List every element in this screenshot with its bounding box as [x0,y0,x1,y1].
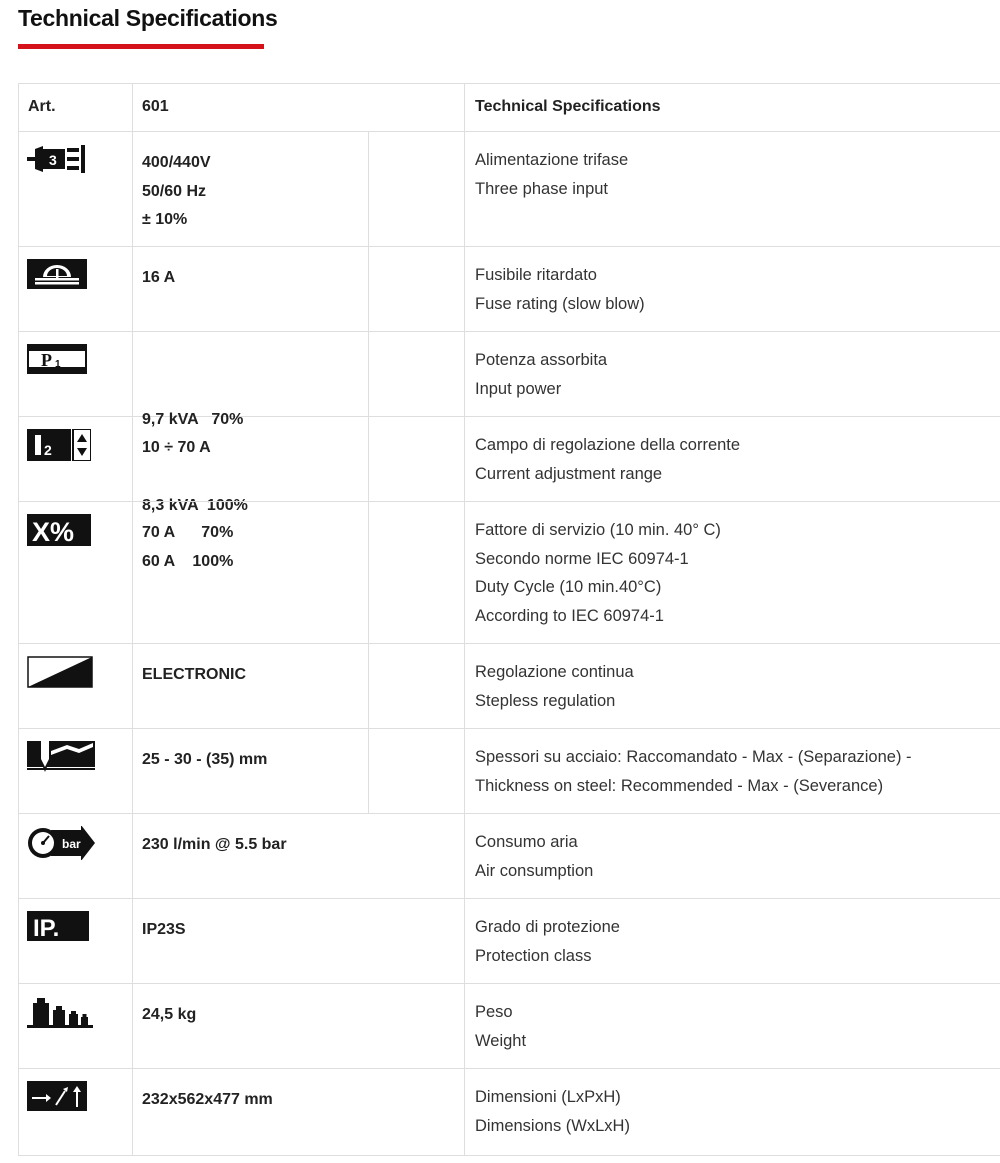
table-row [18,132,1000,247]
spec-description: Consumo aria Air consumption [475,833,594,880]
three-phase-plug-icon [27,144,93,176]
spec-value: ELECTRONIC [142,666,246,683]
cutting-thickness-icon [27,741,93,773]
table-row [18,984,1000,1069]
spec-description: Alimentazione trifase Three phase input [475,151,629,198]
page-title: Technical Specifications [18,5,278,31]
table-row [18,1069,1000,1156]
spec-description: Dimensioni (LxPxH) Dimensions (WxLxH) [475,1088,630,1135]
spec-value: 16 A [142,269,176,286]
spec-description: Spessori su acciaio: Raccomandato - Max - (Separazione) - Thickness on steel: Recommended - Max - (Severance) [475,748,912,795]
spec-value: IP23S [142,921,186,938]
table-row [18,644,1000,729]
table-row [18,729,1000,814]
spec-description: Campo di regolazione della corrente Current adjustment range [475,436,741,483]
spec-value: 230 l/min @ 5.5 bar [142,836,287,853]
header-model: 601 [142,98,169,115]
protection-class-icon [27,911,93,943]
weight-icon [27,996,93,1028]
spec-value: 25 - 30 - (35) mm [142,751,268,768]
spec-table [18,83,1000,1156]
table-header-row [18,84,1000,132]
header-spec: Technical Specifications [475,98,661,115]
spec-description: Regolazione continua Stepless regulation [475,663,634,710]
table-row [18,247,1000,332]
title-underline [18,44,264,49]
air-consumption-icon [27,826,93,858]
spec-value: 70 A 70% 60 A 100% [142,524,234,570]
current-range-icon [27,429,93,461]
spec-description: Peso Weight [475,1003,527,1050]
svg-text:bar: bar [62,837,81,851]
table-row [18,417,1000,502]
duty-cycle-icon [27,514,93,546]
input-power-icon [27,344,93,376]
table-row [18,814,1000,899]
spec-value: 24,5 kg [142,1006,197,1023]
svg-text:IP.: IP. [33,915,60,941]
svg-text:P: P [41,350,52,370]
svg-text:X%: X% [32,517,75,546]
svg-text:2: 2 [44,442,52,458]
svg-text:3: 3 [49,152,57,168]
spec-value: 400/440V 50/60 Hz ± 10% [142,154,211,228]
spec-description: Potenza assorbita Input power [475,351,608,398]
stepless-regulation-icon [27,656,93,688]
dimensions-icon [27,1081,93,1113]
spec-value: 232x562x477 mm [142,1091,273,1108]
header-art: Art. [28,98,56,115]
table-row [18,502,1000,644]
fuse-icon [27,259,93,291]
spec-value: 9,7 kVA 70% 8,3 kVA 100% [142,411,248,514]
spec-description: Grado di protezione Protection class [475,918,620,965]
spec-description: Fattore di servizio (10 min. 40° C) Secondo norme IEC 60974-1 Duty Cycle (10 min.40°C) According to IEC 60974-1 [475,521,721,625]
spec-description: Fusibile ritardato Fuse rating (slow blow) [475,266,645,313]
table-row [18,899,1000,984]
spec-value: 10 ÷ 70 A [142,439,211,456]
svg-text:1: 1 [55,359,61,370]
